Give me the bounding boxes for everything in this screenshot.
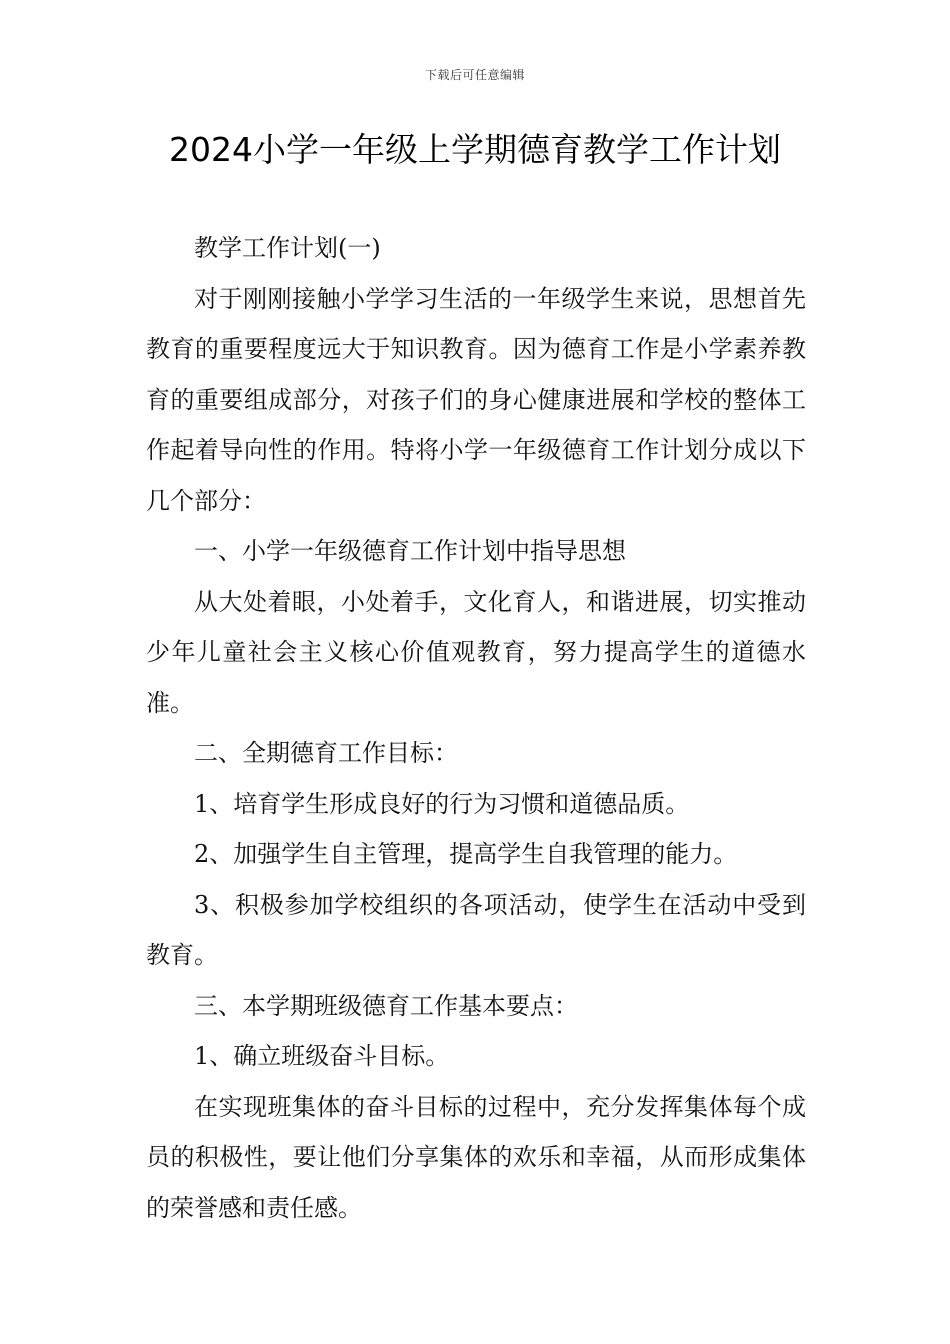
list-item: 2、加强学生自主管理，提高学生自我管理的能力。 <box>194 840 738 868</box>
header-note: 下载后可任意编辑 <box>424 68 525 82</box>
document-body <box>146 223 806 1233</box>
body-paragraph: 对于刚刚接触小学学习生活的一年级学生来说，思想首先教育的重要程度远大于知识教育。因为德育工作是小学素养教育的重要组成部分，对孩子们的身心健康进展和学校的整体工作起着导向性的作用。特将小学一年级德育工作计划分成以下几个部分： <box>146 284 806 515</box>
section-heading: 一、小学一年级德育工作计划中指导思想 <box>194 537 626 565</box>
document-title: 2024小学一年级上学期德育教学工作计划 <box>169 130 781 169</box>
list-item: 3、积极参加学校组织的各项活动，使学生在活动中受到教育。 <box>146 890 806 969</box>
list-item: 1、确立班级奋斗目标。 <box>194 1042 450 1070</box>
list-item: 1、培育学生形成良好的行为习惯和道德品质。 <box>194 789 690 818</box>
section-heading: 三、本学期班级德育工作基本要点： <box>194 991 578 1020</box>
body-paragraph: 在实现班集体的奋斗目标的过程中，充分发挥集体每个成员的积极性，要让他们分享集体的欢乐和幸福，从而形成集体的荣誉感和责任感。 <box>146 1092 806 1222</box>
section-heading: 教学工作计划(一) <box>194 234 381 262</box>
section-heading: 二、全期德育工作目标： <box>194 739 458 767</box>
body-paragraph: 从大处着眼，小处着手，文化育人，和谐进展，切实推动少年儿童社会主义核心价值观教育，努力提高学生的道德水准。 <box>146 587 806 717</box>
